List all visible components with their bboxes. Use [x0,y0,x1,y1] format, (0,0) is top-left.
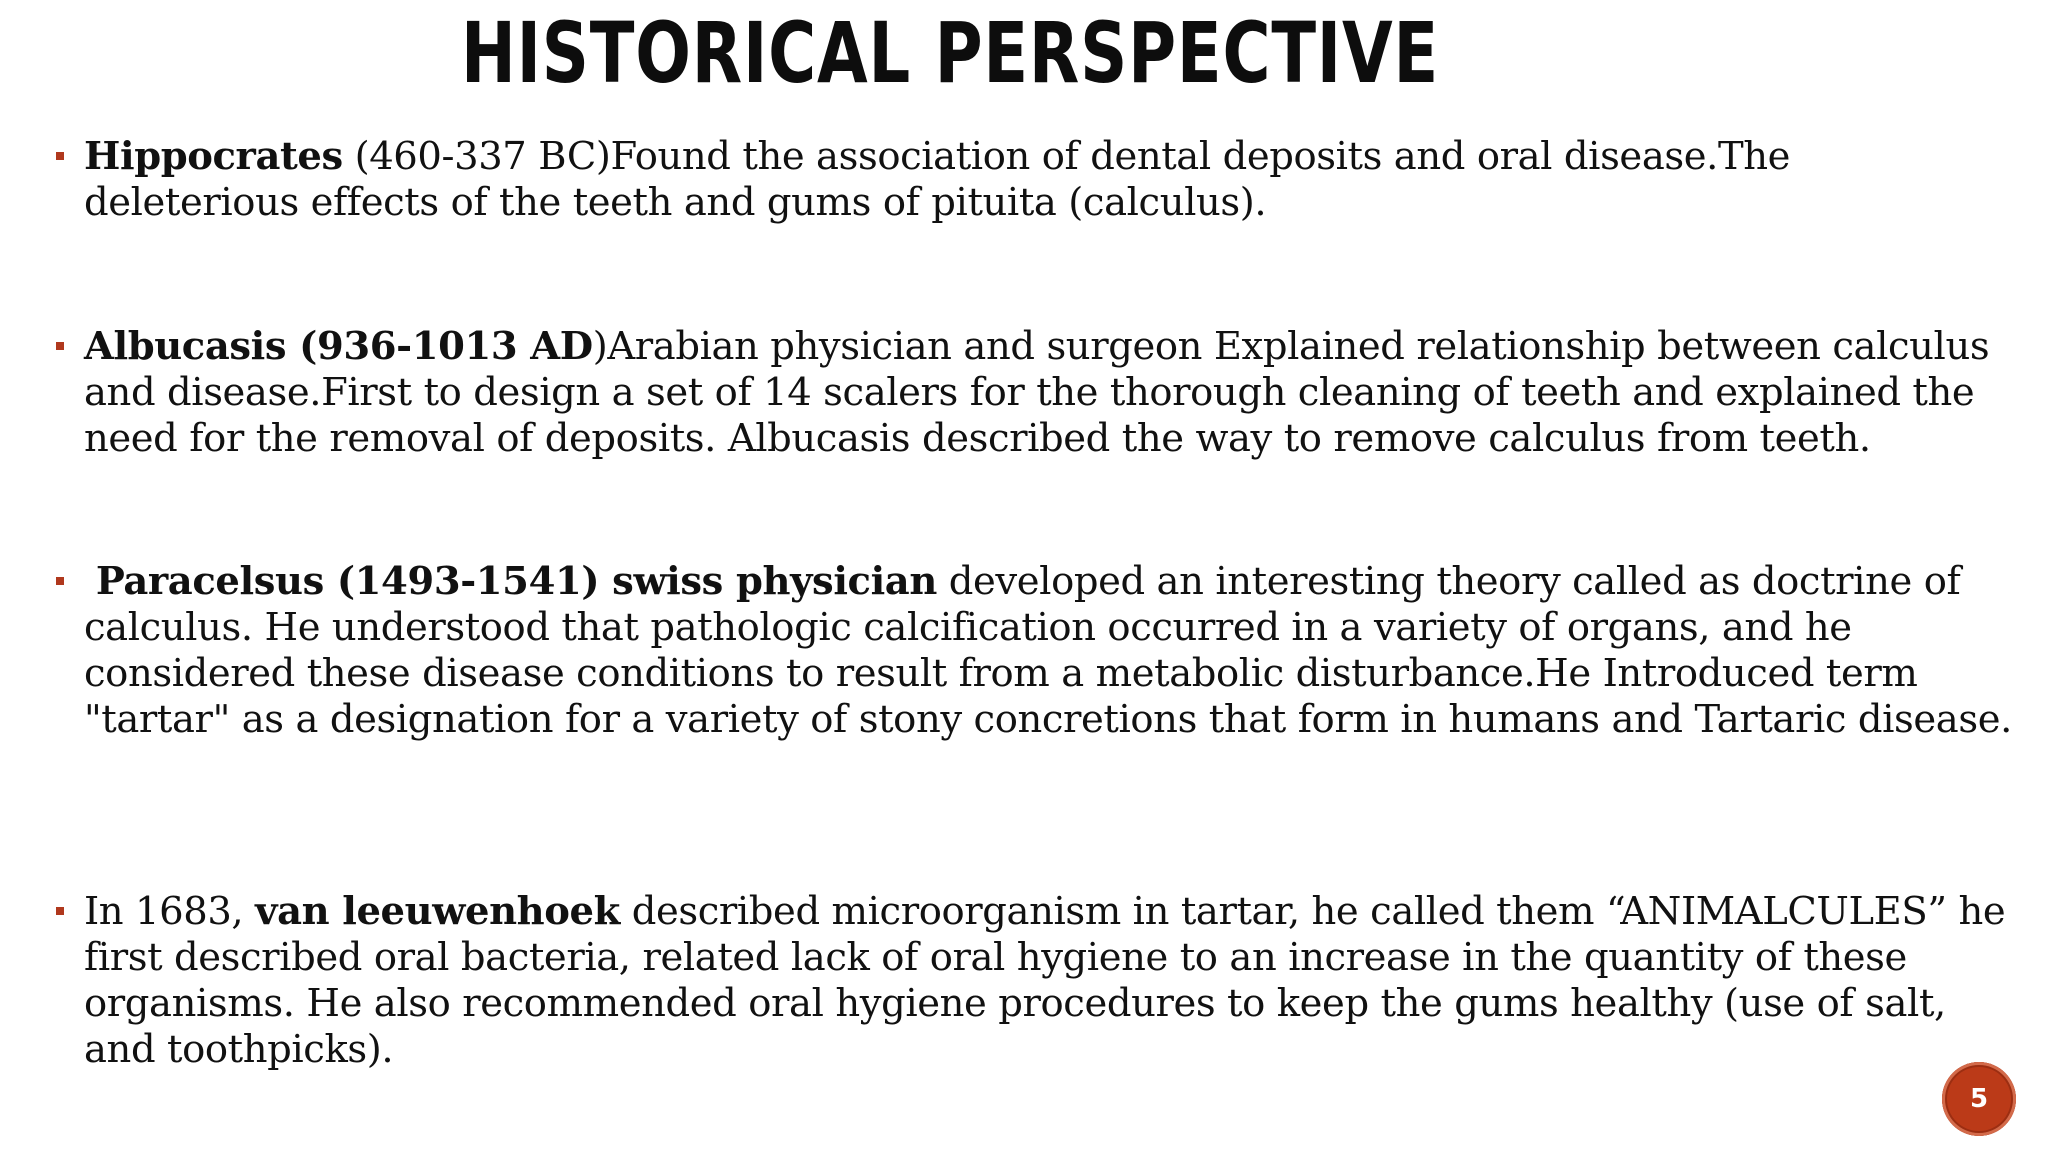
bullet-albucasis [52,324,2012,462]
bullet-marker [56,152,64,160]
bullet-text [84,324,2012,462]
page-number-badge: 5 [1942,1062,2016,1136]
bullet-marker [56,577,64,585]
bullet-leeuwenhoek [52,889,2012,1073]
bullet-hippocrates [52,134,2012,226]
bullet-text [84,134,2012,226]
bullet-lead [84,559,96,604]
bullet-bold: Paracelsus (1493-1541) swiss physician [95,559,937,604]
bullet-body: described microorganism in tartar, he called them “ANIMALCULES” he first described oral bacteria, related lack of oral hygiene to an increase in the quantity of these organisms. He also recommended oral hygiene procedures to keep the gums healthy (use of salt, and toothpicks). [84,889,2006,1072]
bullet-paracelsus [52,559,2012,743]
bullet-lead: In 1683, [84,889,256,934]
bullet-marker [56,342,64,350]
bullet-text [84,559,2012,743]
slide-title: HISTORICAL PERSPECTIVE [461,4,1439,102]
bullet-bold: Albucasis (936-1013 AD [84,324,593,369]
bullet-body: (460-337 BC)Found the association of dental deposits and oral disease.The deleterious effects of the teeth and gums of pituita (calculus). [84,134,1791,225]
bullet-marker [56,907,64,915]
bullet-body: developed an interesting theory called as doctrine of calculus. He understood that pathologic calcification occurred in a variety of organs, and he considered these disease conditions to result from a metabolic disturbance.He Introduced term "tartar" as a designation for a variety of stony concretions that form in humans and Tartaric disease. [84,559,2012,742]
bullet-bold: Hippocrates [84,134,343,179]
bullet-body: )Arabian physician and surgeon Explained relationship between calculus and disease.First to design a set of 14 scalers for the thorough cleaning of teeth and explained the need for the removal of deposits. Albucasis described the way to remove calculus from teeth. [84,324,1990,461]
bullet-text [84,889,2012,1073]
bullet-bold: van leeuwenhoek [255,889,620,934]
